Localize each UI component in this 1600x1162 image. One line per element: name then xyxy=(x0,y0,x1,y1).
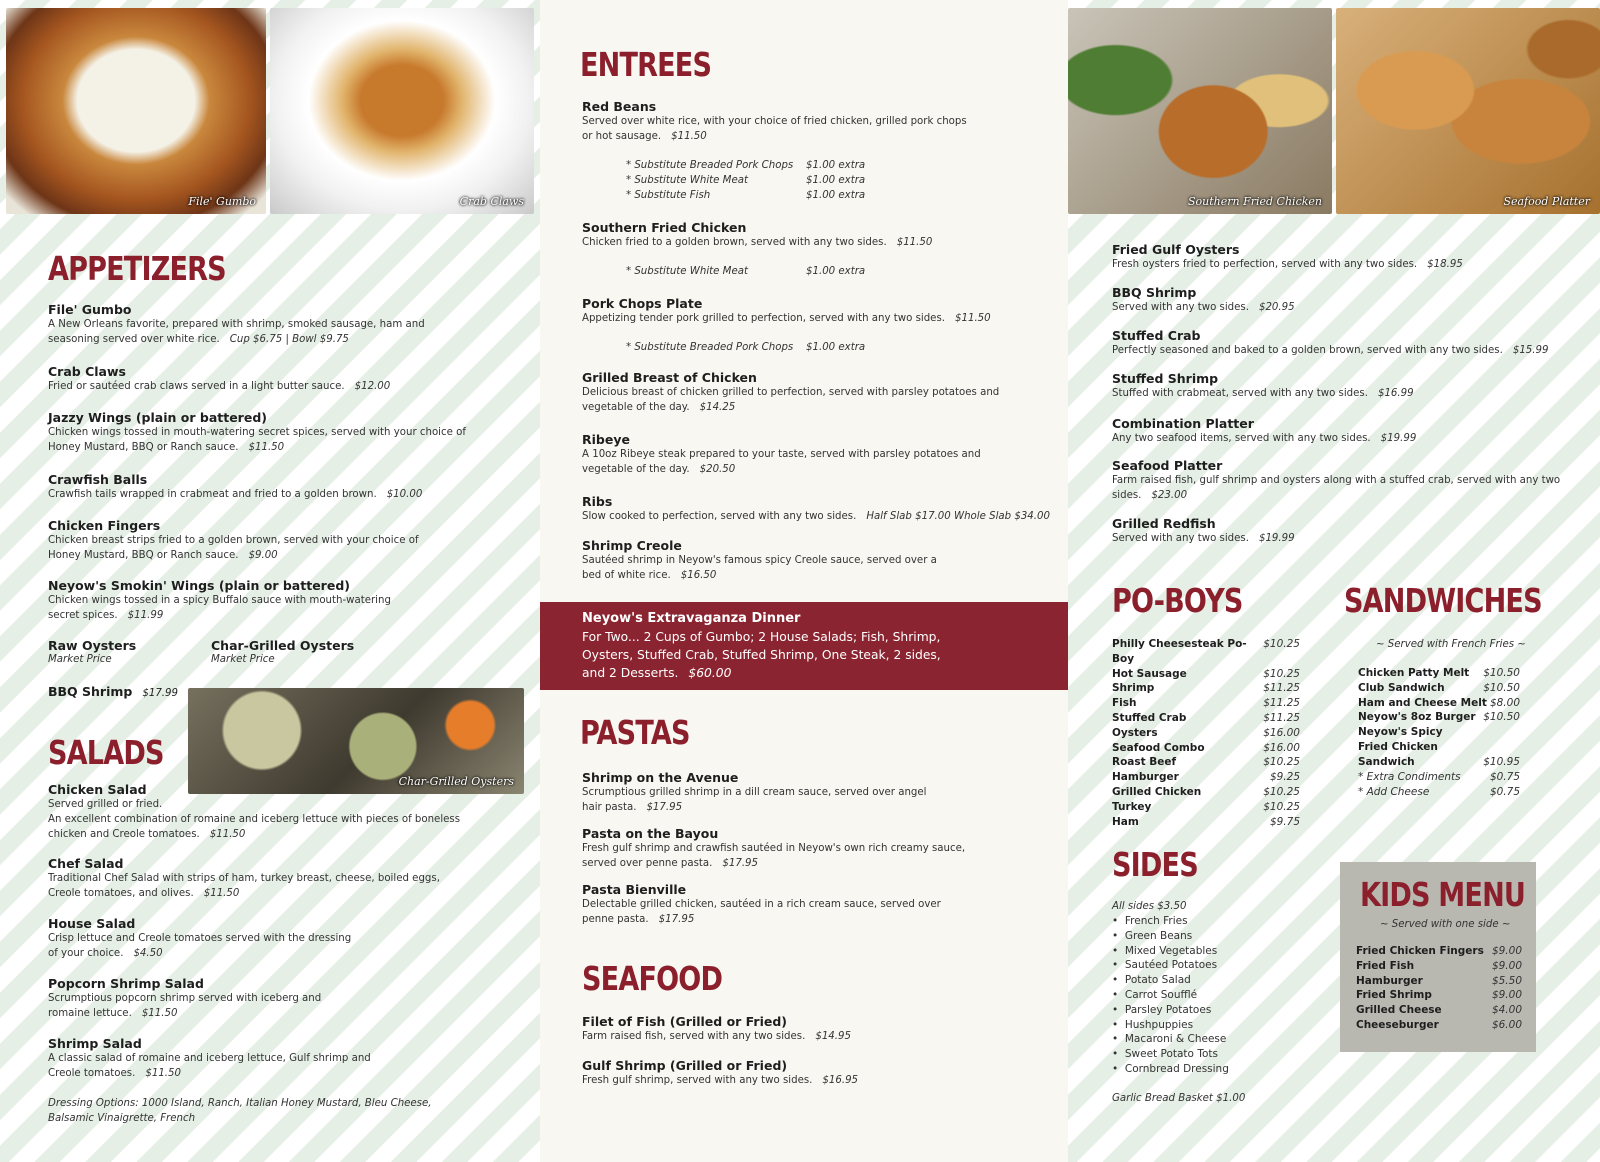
list-item: • Sweet Potato Tots xyxy=(1112,1048,1218,1061)
substitute-option: * Substitute Breaded Pork Chops $1.00 extra xyxy=(626,160,866,171)
list-item: • Potato Salad xyxy=(1112,974,1191,987)
poboys-list xyxy=(1112,637,1300,829)
sandwiches-list xyxy=(1358,666,1520,770)
menu-item: House Salad Crisp lettuce and Creole tomatoes served with the dressing of your choice. $4.50 xyxy=(48,916,352,959)
menu-item: Ribeye A 10oz Ribeye steak prepared to your taste, served with parsley potatoes and vegetable of the day. $20.50 xyxy=(582,432,981,475)
list-item: Roast Beef $10.25 xyxy=(1112,756,1300,769)
menu-item: Raw Oysters Market Price xyxy=(48,638,137,665)
gumbo-photo xyxy=(6,8,266,214)
list-item: Hot Sausage $10.25 xyxy=(1112,667,1300,680)
menu-item: Chicken Fingers Chicken breast strips fried to a golden brown, served with your choice of Honey Mustard, BBQ or Ranch sauce. $9.00 xyxy=(48,518,419,561)
kids-menu-box xyxy=(1340,862,1536,1052)
list-item: Fish $11.25 xyxy=(1112,697,1300,710)
list-item: * Extra Condiments $0.75 xyxy=(1358,771,1520,783)
menu-item: Shrimp on the Avenue Scrumptious grilled shrimp in a dill cream sauce, served over angel hair pasta. $17.95 xyxy=(582,770,927,813)
list-item: • Macaroni & Cheese xyxy=(1112,1033,1227,1046)
photo-caption: Crab Claws xyxy=(459,195,524,208)
list-item: * Add Cheese $0.75 xyxy=(1358,785,1520,798)
entrees-heading: ENTREES xyxy=(580,45,712,84)
substitute-option: * Substitute Fish $1.00 extra xyxy=(626,190,866,201)
list-item: Fried Chicken Fingers $9.00 xyxy=(1356,945,1522,957)
extravaganza-desc: For Two... 2 Cups of Gumbo; 2 House Salads; Fish, Shrimp, Oysters, Stuffed Crab, Stuffed Shrimp, One Steak, 2 sides, and 2 Desserts. $60.00 xyxy=(582,630,941,680)
menu-item: Shrimp Creole Sautéed shrimp in Neyow's famous spicy Creole sauce, served over a bed of white rice. $16.50 xyxy=(582,538,937,581)
menu-item: Neyow's Smokin' Wings (plain or battered) Chicken wings tossed in a spicy Buffalo sauce with mouth-watering secret spices. $11.99 xyxy=(48,578,391,621)
list-item: • Parsley Potatoes xyxy=(1112,1003,1212,1016)
menu-item: File' Gumbo A New Orleans favorite, prepared with shrimp, smoked sausage, ham and seasoning served over white rice. Cup $6.75 | Bowl $9.75 xyxy=(48,302,425,345)
list-item: • French Fries xyxy=(1112,915,1188,927)
southern-fried-chicken-photo xyxy=(1068,8,1332,214)
photo-caption: Seafood Platter xyxy=(1503,195,1590,208)
garlic-bread-note: Garlic Bread Basket $1.00 xyxy=(1112,1093,1246,1104)
menu-item: Pork Chops Plate Appetizing tender pork grilled to perfection, served with any two sides. $11.50 xyxy=(582,296,991,324)
list-item: Turkey $10.25 xyxy=(1112,800,1300,813)
list-item: • Green Beans xyxy=(1112,929,1193,942)
list-item: • Carrot Soufflé xyxy=(1112,988,1198,1001)
photo-caption: Char-Grilled Oysters xyxy=(398,775,514,788)
sandwiches-note: ~ Served with French Fries ~ xyxy=(1376,639,1526,650)
list-item: Neyow's Spicy Fried Chicken Sandwich $10.95 xyxy=(1358,726,1520,768)
menu-item: Pasta on the Bayou Fresh gulf shrimp and crawfish sautéed in Neyow's own rich creamy sauce, served over penne pasta. $17.95 xyxy=(582,826,966,869)
dressing-note: Dressing Options: 1000 Island, Ranch, Italian Honey Mustard, Bleu Cheese, Balsamic Vinaigrette, French xyxy=(48,1098,432,1124)
kids-menu-heading: KIDS MENU xyxy=(1360,875,1526,914)
menu-item: Red Beans Served over white rice, with your choice of fried chicken, grilled pork chops or hot sausage. $11.50 xyxy=(582,99,967,142)
list-item: • Hushpuppies xyxy=(1112,1018,1194,1031)
list-item: Ham and Cheese Melt $8.00 xyxy=(1358,696,1520,709)
menu-item: Fried Gulf Oysters Fresh oysters fried to perfection, served with any two sides. $18.95 xyxy=(1112,242,1463,270)
list-item: Oysters $16.00 xyxy=(1112,726,1300,739)
menu-item: Stuffed Crab Perfectly seasoned and baked to a golden brown, served with any two sides. $15.99 xyxy=(1112,328,1549,356)
poboys-heading: PO-BOYS xyxy=(1112,581,1243,620)
list-item: Chicken Patty Melt $10.50 xyxy=(1358,667,1520,679)
seafood-heading: SEAFOOD xyxy=(582,959,723,998)
list-item: Grilled Cheese $4.00 xyxy=(1356,1004,1522,1017)
sandwiches-heading: SANDWICHES xyxy=(1344,581,1542,620)
photo-caption: File' Gumbo xyxy=(188,195,256,208)
menu-item: Crab Claws Fried or sautéed crab claws served in a light butter sauce. $12.00 xyxy=(48,364,391,392)
list-item: Hamburger $5.50 xyxy=(1356,974,1522,987)
menu-item: Filet of Fish (Grilled or Fried) Farm raised fish, served with any two sides. $14.95 xyxy=(582,1014,851,1042)
substitute-option: * Substitute White Meat $1.00 extra xyxy=(626,266,866,277)
list-item: • Cornbread Dressing xyxy=(1112,1062,1229,1075)
menu-item: Pasta Bienville Delectable grilled chicken, sautéed in a rich cream sauce, served over penne pasta. $17.95 xyxy=(582,882,941,925)
sandwich-extras-list xyxy=(1358,770,1520,800)
list-item: Philly Cheesesteak Po-Boy $10.25 xyxy=(1112,638,1300,665)
list-item: Neyow's 8oz Burger $10.50 xyxy=(1358,711,1520,724)
left-panel xyxy=(0,0,540,1162)
salads-heading: SALADS xyxy=(48,733,164,772)
middle-panel xyxy=(540,0,1068,1162)
sides-note: All sides $3.50 xyxy=(1112,901,1187,912)
menu-item: Combination Platter Any two seafood items, served with any two sides. $19.99 xyxy=(1112,416,1417,444)
kids-menu-note: ~ Served with one side ~ xyxy=(1380,919,1511,930)
list-item: Stuffed Crab $11.25 xyxy=(1112,711,1300,724)
substitute-option: * Substitute Breaded Pork Chops $1.00 extra xyxy=(626,342,866,353)
menu-item: Shrimp Salad A classic salad of romaine and iceberg lettuce, Gulf shrimp and Creole tomatoes. $11.50 xyxy=(48,1036,371,1079)
menu-item: Grilled Breast of Chicken Delicious breast of chicken grilled to perfection, served with parsley potatoes and vegetable of the day. $14.25 xyxy=(582,370,1000,413)
crab-claws-photo xyxy=(270,8,534,214)
list-item: • Sautéed Potatoes xyxy=(1112,959,1218,972)
list-item: Ham $9.75 xyxy=(1112,815,1300,828)
menu-item: Chef Salad Traditional Chef Salad with strips of ham, turkey breast, cheese, boiled eggs, Creole tomatoes, and olives. $11.50 xyxy=(48,856,440,899)
menu-item: Chicken Salad Served grilled or fried. An excellent combination of romaine and iceberg lettuce with pieces of boneless chicken and Creole tomatoes. $11.50 xyxy=(48,782,461,840)
list-item: Club Sandwich $10.50 xyxy=(1358,681,1520,694)
sides-list xyxy=(1112,914,1229,1077)
list-item: Shrimp $11.25 xyxy=(1112,682,1300,695)
list-item: Fried Fish $9.00 xyxy=(1356,959,1522,972)
list-item: Grilled Chicken $10.25 xyxy=(1112,785,1300,798)
right-panel xyxy=(1068,0,1600,1162)
menu-item: Ribs Slow cooked to perfection, served with any two sides. Half Slab $17.00 Whole Slab $34.00 xyxy=(582,494,1050,522)
menu-item: Gulf Shrimp (Grilled or Fried) Fresh gulf shrimp, served with any two sides. $16.95 xyxy=(582,1058,859,1086)
appetizers-heading: APPETIZERS xyxy=(48,249,226,288)
menu-item: Crawfish Balls Crawfish tails wrapped in crabmeat and fried to a golden brown. $10.00 xyxy=(48,472,423,500)
photo-caption: Southern Fried Chicken xyxy=(1188,195,1322,208)
extravaganza-dinner-banner xyxy=(540,602,1068,690)
menu-item: Jazzy Wings (plain or battered) Chicken wings tossed in mouth-watering secret spices, served with your choice of Honey Mustard, BBQ or Ranch sauce. $11.50 xyxy=(48,410,466,453)
pastas-heading: PASTAS xyxy=(580,713,690,752)
sides-heading: SIDES xyxy=(1112,845,1198,884)
menu-item: Southern Fried Chicken Chicken fried to a golden brown, served with any two sides. $11.50 xyxy=(582,220,933,248)
list-item: Hamburger $9.25 xyxy=(1112,771,1300,784)
char-grilled-oysters-photo xyxy=(188,688,524,794)
menu-item: Stuffed Shrimp Stuffed with crabmeat, served with any two sides. $16.99 xyxy=(1112,371,1414,399)
list-item: • Mixed Vegetables xyxy=(1112,944,1218,957)
list-item: Cheeseburger $6.00 xyxy=(1356,1018,1522,1031)
menu-item: BBQ Shrimp $17.99 xyxy=(48,684,179,699)
list-item: Seafood Combo $16.00 xyxy=(1112,741,1300,754)
menu-item: Grilled Redfish Served with any two sides. $19.99 xyxy=(1112,516,1295,544)
seafood-platter-photo xyxy=(1336,8,1600,214)
menu-item: Popcorn Shrimp Salad Scrumptious popcorn shrimp served with iceberg and romaine lettuce. $11.50 xyxy=(48,976,322,1019)
substitute-option: * Substitute White Meat $1.00 extra xyxy=(626,175,866,186)
extravaganza-title: Neyow's Extravaganza Dinner xyxy=(582,611,801,626)
menu-item: Seafood Platter Farm raised fish, gulf shrimp and oysters along with a stuffed crab, served with any two sides. $23.00 xyxy=(1112,458,1561,501)
menu-item: Char-Grilled Oysters Market Price xyxy=(211,638,355,665)
list-item: Fried Shrimp $9.00 xyxy=(1356,989,1522,1002)
menu-item: BBQ Shrimp Served with any two sides. $20.95 xyxy=(1112,285,1295,313)
kids-menu-list xyxy=(1356,944,1522,1033)
